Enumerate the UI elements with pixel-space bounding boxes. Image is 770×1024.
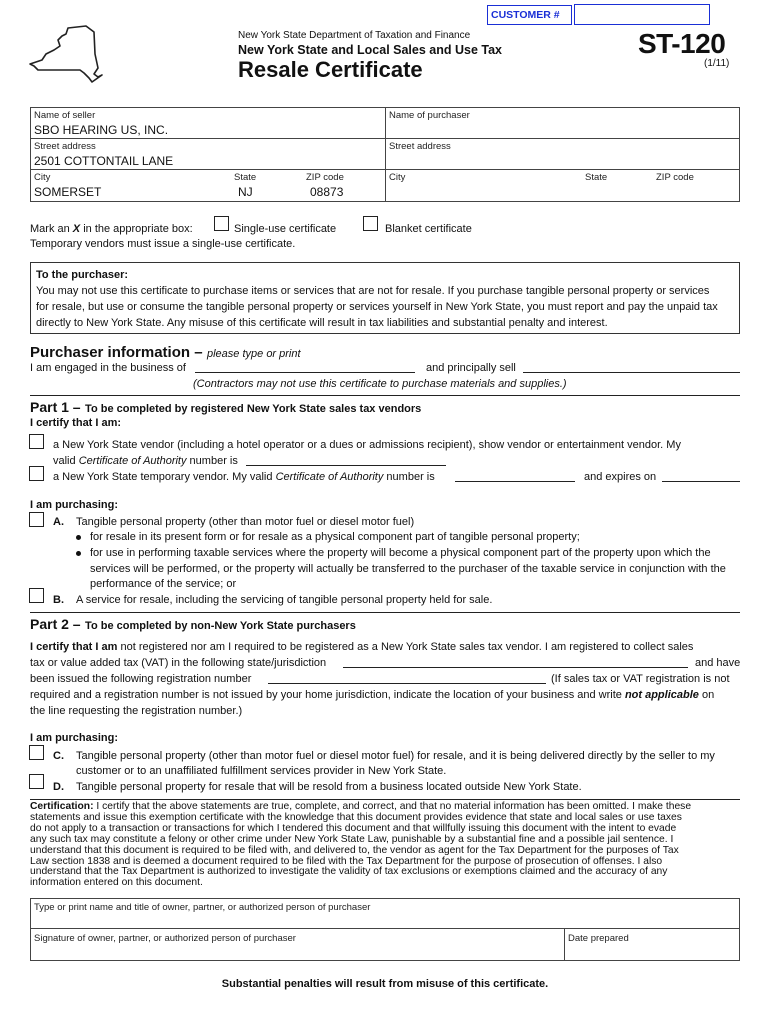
- option-a-bullet-2-line-3: performance of the service; or: [90, 578, 237, 590]
- principally-sell-label: and principally sell: [426, 362, 516, 374]
- option-a-bullet-2-line-2: services will be performed, or the property will actually be transferred to the purchaser of the taxable service in conjunction with the: [90, 563, 726, 575]
- single-use-checkbox[interactable]: [214, 216, 229, 231]
- part-2-line-2-end: and have: [695, 657, 741, 669]
- seller-state-label: State: [234, 172, 257, 183]
- option-c-line-1: Tangible personal property (other than motor fuel or diesel motor fuel) for resale, and it is being delivered directly by the seller to my: [76, 750, 715, 762]
- option-b-text: A service for resale, including the servicing of tangible personal property held for sale.: [76, 594, 493, 606]
- option-a-letter: A.: [53, 516, 64, 528]
- part-1-heading: Part 1 – To be completed by registered New York State sales tax vendors: [30, 399, 422, 415]
- expires-on-input[interactable]: [662, 481, 740, 482]
- purchaser-name-field[interactable]: [389, 122, 737, 137]
- option-d-checkbox[interactable]: [29, 774, 44, 789]
- expires-on-label: and expires on: [584, 471, 657, 483]
- certificate-of-authority-input[interactable]: [246, 465, 446, 466]
- option-a-checkbox[interactable]: [29, 512, 44, 527]
- temporary-vendor-note: Temporary vendors must issue a single-use certificate.: [30, 238, 296, 250]
- signature-label: Signature of owner, partner, or authorized person of purchaser: [34, 933, 296, 944]
- temporary-vendor-text: a New York State temporary vendor. My valid Certificate of Authority number is: [53, 471, 435, 483]
- contractors-note: (Contractors may not use this certificate to purchase materials and supplies.): [193, 378, 567, 390]
- part-2-heading: Part 2 – To be completed by non-New York State purchasers: [30, 616, 356, 632]
- seller-city-label: City: [34, 172, 51, 183]
- customer-number-label: CUSTOMER #: [491, 9, 560, 21]
- seller-name-field[interactable]: SBO HEARING US, INC.: [34, 123, 169, 137]
- bullet-icon: [76, 535, 81, 540]
- business-type-input[interactable]: [195, 372, 415, 373]
- option-a-text: Tangible personal property (other than motor fuel or diesel motor fuel): [76, 516, 415, 528]
- form-revision: (1/11): [704, 58, 730, 69]
- option-b-letter: B.: [53, 594, 64, 606]
- seller-street-label: Street address: [34, 141, 96, 152]
- signature-input[interactable]: [34, 944, 559, 959]
- single-use-label: Single-use certificate: [234, 223, 337, 235]
- seller-zip-label: ZIP code: [306, 172, 344, 183]
- nys-vendor-text-2: valid Certificate of Authority number is: [53, 455, 238, 467]
- option-c-letter: C.: [53, 750, 64, 762]
- form-subtitle: New York State and Local Sales and Use Tax: [238, 43, 502, 57]
- principally-sell-input[interactable]: [523, 372, 740, 373]
- option-a-bullet-2-line-1: for use in performing taxable services where the property will become a physical component part of the property upon which the: [90, 547, 711, 559]
- temporary-vendor-checkbox[interactable]: [29, 466, 44, 481]
- part-1-purchasing: I am purchasing:: [30, 499, 119, 511]
- purchaser-street-field[interactable]: [389, 153, 737, 168]
- seller-name-label: Name of seller: [34, 110, 96, 121]
- penalty-footer: Substantial penalties will result from misuse of this certificate.: [221, 978, 549, 990]
- notice-heading: To the purchaser:: [36, 269, 129, 281]
- notice-line-1: You may not use this certificate to purchase items or services that are not for resale. If you purchase tangible personal property or services: [36, 285, 710, 297]
- seller-city-field[interactable]: SOMERSET: [34, 185, 102, 199]
- part-2-line-5: the line requesting the registration number.): [30, 705, 243, 717]
- purchaser-name-label: Name of purchaser: [389, 110, 470, 121]
- blanket-checkbox[interactable]: [363, 216, 378, 231]
- part-2-line-4: required and a registration number is not issued by your home jurisdiction, indicate the location of your business and write not applicable on: [30, 689, 715, 701]
- certification-text: Certification: I certify that the above statements are true, complete, and correct, and that no material information has been omitted. I make these statements and issue this exemption certificate with the knowledge that this document provides evidence that state and local sales or use taxes do not apply to a transaction or transactions for which I tendered this document and that willfully issuing this document with the intent to evade any such tax may constitute a felony or other crime under New York State Law, punishable by a substantial fine and a possible jail sentence. I understand that this document is required to be filed with, and delivered to, the vendor as agent for the Tax Department for the purposes of Tax Law section 1838 and is deemed a document required to be filed with the Tax Department for the purpose of prosecution of offenses. I also understand that the Tax Department is authorized to investigate the validity of tax exclusions or exemptions claimed and the accuracy of any information entered on this document.: [30, 801, 692, 889]
- state-jurisdiction-input[interactable]: [343, 667, 688, 668]
- nys-vendor-text-1: a New York State vendor (including a hotel operator or a dues or admissions recipient), show vendor or entertainment vendor. My: [53, 439, 681, 451]
- seller-street-field[interactable]: 2501 COTTONTAIL LANE: [34, 154, 174, 168]
- date-prepared-label: Date prepared: [568, 933, 629, 944]
- blanket-label: Blanket certificate: [385, 223, 472, 235]
- option-a-bullet-1: for resale in its present form or for resale as a physical component part of tangible personal property;: [90, 531, 580, 543]
- nys-vendor-checkbox[interactable]: [29, 434, 44, 449]
- temporary-certificate-input[interactable]: [455, 481, 575, 482]
- date-prepared-input[interactable]: [568, 944, 736, 959]
- notice-line-2: for resale, but use or consume the tangible personal property or services yourself in New York State, you must report and pay the unpaid tax: [36, 301, 718, 313]
- part-2-purchasing: I am purchasing:: [30, 732, 119, 744]
- customer-number-input[interactable]: [574, 4, 710, 25]
- seller-state-field[interactable]: NJ: [238, 185, 253, 199]
- option-d-text: Tangible personal property for resale that will be resold from a business located outside New York State.: [76, 781, 582, 793]
- purchaser-zip-label: ZIP code: [656, 172, 694, 183]
- option-d-letter: D.: [53, 781, 64, 793]
- option-c-checkbox[interactable]: [29, 745, 44, 760]
- part-2-line-1: I certify that I am not registered nor am I required to be registered as a New York State sales tax vendor. I am registered to collect sales: [30, 641, 694, 653]
- registration-number-input[interactable]: [268, 683, 546, 684]
- name-title-input[interactable]: [34, 913, 734, 926]
- seller-zip-field[interactable]: 08873: [310, 185, 344, 199]
- purchaser-info-heading: Purchaser information – please type or print: [30, 344, 301, 361]
- page-title: Resale Certificate: [238, 57, 423, 82]
- department-name: New York State Department of Taxation and Finance: [238, 30, 471, 41]
- notice-line-3: directly to New York State. Any misuse of this certificate will result in tax liabilities and substantial penalty and interest.: [36, 317, 608, 329]
- name-title-label: Type or print name and title of owner, partner, or authorized person of purchaser: [34, 902, 371, 913]
- part-1-certify: I certify that I am:: [30, 417, 122, 429]
- new-york-state-map-icon: [28, 24, 104, 84]
- form-number: ST-120: [638, 28, 726, 59]
- part-2-line-3: been issued the following registration number: [30, 673, 252, 685]
- purchaser-city-label: City: [389, 172, 406, 183]
- bullet-icon: [76, 551, 81, 556]
- part-2-line-3-end: (If sales tax or VAT registration is not: [551, 673, 730, 685]
- engaged-in-label: I am engaged in the business of: [30, 362, 186, 374]
- mark-instruction: Mark an X in the appropriate box:: [30, 223, 193, 235]
- option-c-line-2: customer or to an unaffiliated fulfillment services provider in New York State.: [76, 765, 447, 777]
- purchaser-street-label: Street address: [389, 141, 451, 152]
- purchaser-state-label: State: [585, 172, 608, 183]
- option-b-checkbox[interactable]: [29, 588, 44, 603]
- part-2-line-2: tax or value added tax (VAT) in the following state/jurisdiction: [30, 657, 327, 669]
